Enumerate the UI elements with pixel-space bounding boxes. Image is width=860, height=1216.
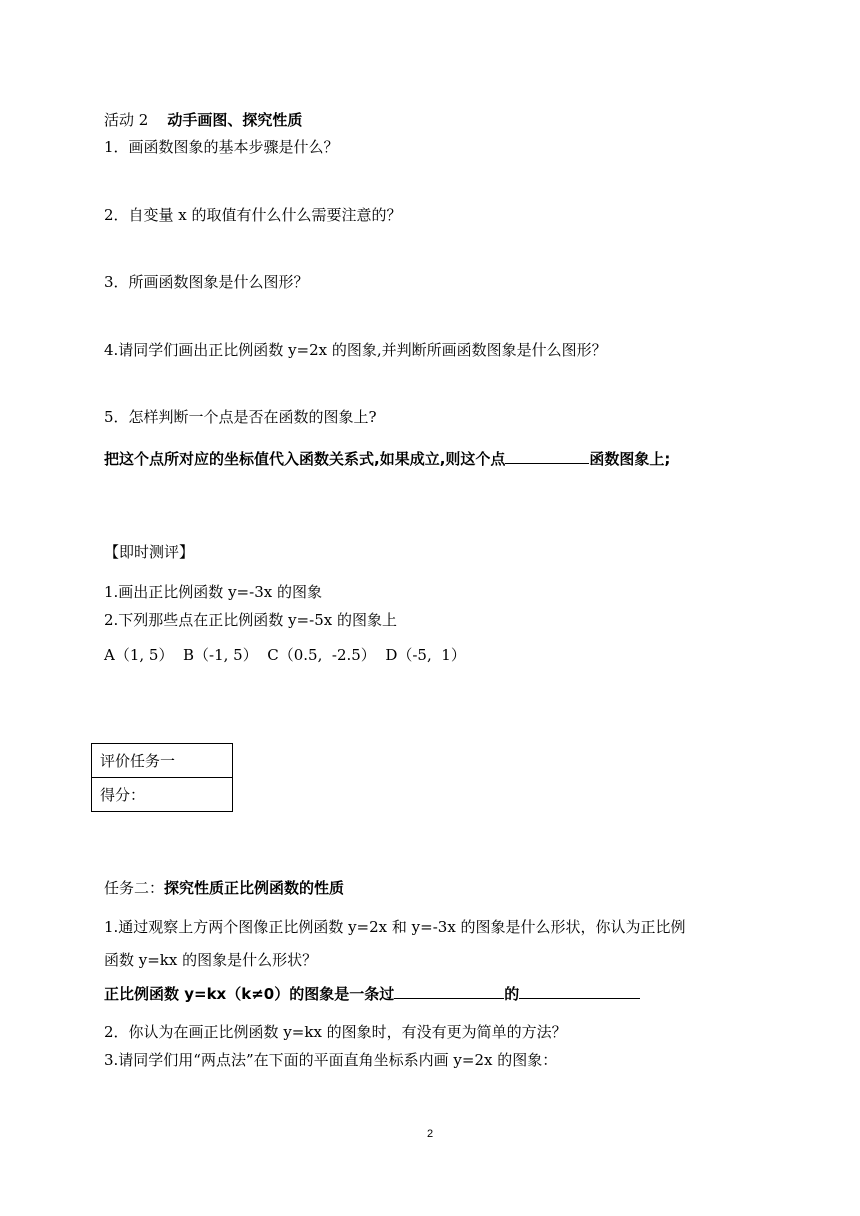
answer-1-blank-2[interactable]	[519, 982, 640, 999]
answer-1-text-mid: 的	[504, 985, 520, 1003]
answer-5-blank[interactable]	[505, 447, 589, 464]
activity2-question-4: 4.请同学们画出正比例函数 y=2x 的图象,并判断所画函数图象是什么图形？	[104, 341, 607, 359]
activity2-question-2: 2．自变量 x 的取值有什么什么需要注意的？	[104, 206, 402, 224]
quiz-options: A（1, 5） B（-1, 5） C（0.5, -2.5） D（-5, 1）	[104, 646, 466, 664]
evaluation-table-row	[92, 744, 233, 778]
task2-question-2: 2．你认为在画正比例函数 y=kx 的图象时，有没有更为简单的方法？	[104, 1023, 567, 1041]
activity2-prefix: 活动 2	[104, 111, 149, 129]
evaluation-score-cell[interactable]: 得分：	[92, 778, 233, 812]
task2-heading	[104, 878, 344, 898]
quiz-question-1: 1.画出正比例函数 y=-3x 的图象	[104, 583, 322, 601]
evaluation-table-row	[92, 778, 233, 812]
answer-1-blank-1[interactable]	[394, 982, 504, 999]
task2-question-1-line1: 1.通过观察上方两个图像正比例函数 y=2x 和 y=-3x 的图象是什么形状，你认为正比例	[104, 918, 686, 936]
activity2-question-5: 5．怎样判断一个点是否在函数的图象上?	[104, 408, 377, 426]
task2-title: 探究性质正比例函数的性质	[164, 879, 345, 897]
page-number: 2	[426, 1128, 434, 1140]
task2-question-3: 3.请同学们用“两点法”在下面的平面直角坐标系内画 y=2x 的图象：	[104, 1051, 558, 1069]
answer-5-text-after: 函数图象上;	[589, 450, 671, 468]
evaluation-table	[91, 743, 233, 812]
task2-answer-1	[104, 982, 640, 1004]
task2-prefix: 任务二：	[104, 879, 165, 897]
answer-5-text-before: 把这个点所对应的坐标值代入函数关系式,如果成立,则这个点	[104, 450, 506, 468]
activity2-title: 动手画图、探究性质	[167, 111, 303, 129]
evaluation-task-label: 评价任务一	[92, 744, 233, 778]
activity2-answer-5	[104, 447, 670, 469]
quiz-heading: 【即时测评】	[104, 543, 195, 561]
answer-1-text-before: 正比例函数 y=kx（k≠0）的图象是一条过	[104, 985, 395, 1003]
activity2-question-3: 3．所画函数图象是什么图形？	[104, 273, 309, 291]
activity2-question-1: 1．画函数图象的基本步骤是什么？	[104, 138, 339, 156]
activity2-heading	[104, 110, 302, 130]
task2-question-1-line2: 函数 y=kx 的图象是什么形状？	[104, 951, 318, 969]
quiz-question-2: 2.下列那些点在正比例函数 y=-5x 的图象上	[104, 611, 397, 629]
